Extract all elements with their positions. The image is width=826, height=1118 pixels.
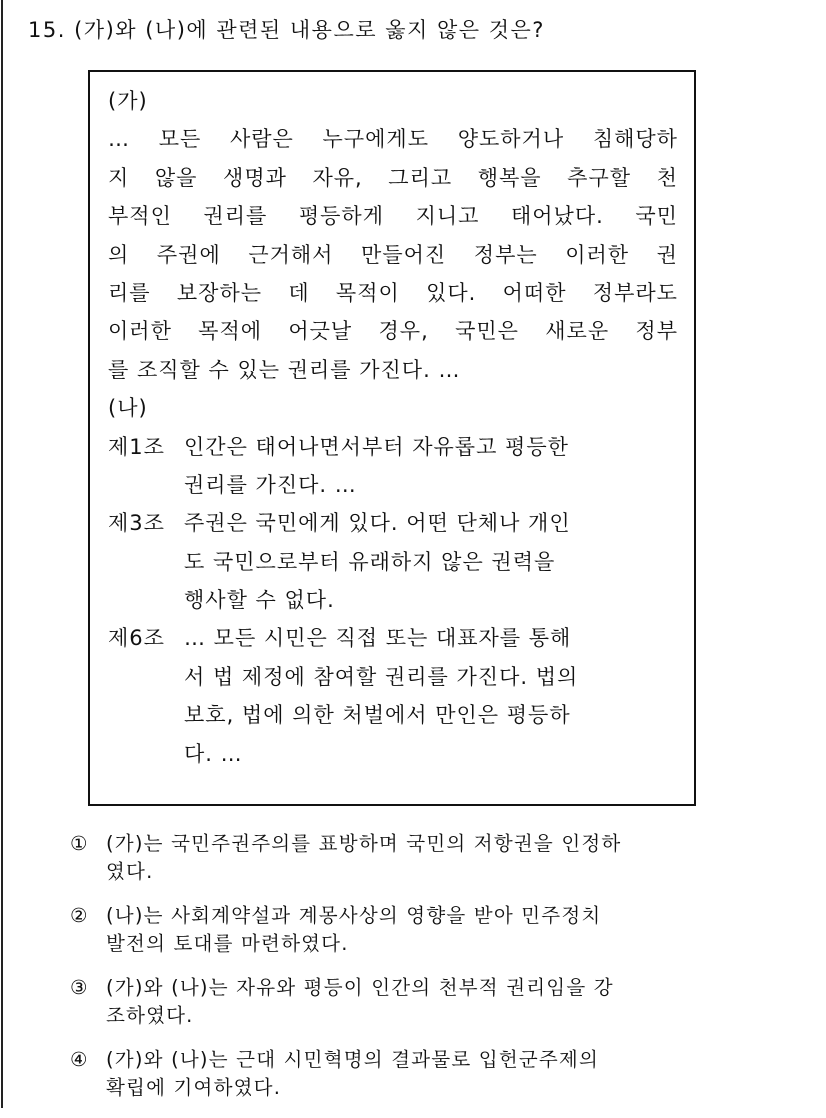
choice-marker: ②: [70, 904, 89, 927]
choice-text: (가)와 (나)는 근대 시민혁명의 결과물로 입헌군주제의: [106, 1048, 600, 1071]
article-number: 제3조: [108, 511, 165, 536]
article-6: [108, 619, 678, 773]
article-number: 제6조: [108, 626, 165, 651]
choice-text-continued: 조하였다.: [106, 1004, 194, 1027]
passage-ga-line: 를 조직할 수 있는 권리를 가진다. …: [108, 357, 461, 382]
passage-ga-line: 지 않을 생명과 자유, 그리고 행복을 추구할 천: [108, 165, 678, 190]
question-text: (가)와 (나)에 관련된 내용으로 옳지 않은 것은?: [74, 18, 545, 42]
choice-text: (가)는 국민주권주의를 표방하며 국민의 저항권을 인정하: [106, 832, 622, 855]
choice-4[interactable]: [70, 1046, 770, 1102]
article-line: 서 법 제정에 참여할 권리를 가진다. 법의: [184, 664, 579, 689]
choice-text-continued: 였다.: [106, 860, 154, 883]
choice-3[interactable]: [70, 974, 770, 1030]
passage-ga-line: 의 주권에 근거해서 만들어진 정부는 이러한 권: [108, 242, 678, 267]
choice-1[interactable]: [70, 830, 770, 886]
left-border: [1, 0, 3, 1108]
passage-ga-line: … 모든 사람은 누구에게도 양도하거나 침해당하: [108, 127, 678, 152]
passage-ga-line: 부적인 권리를 평등하게 지니고 태어났다. 국민: [108, 204, 678, 229]
choice-marker: ③: [70, 976, 89, 999]
article-line: … 모든 시민은 직접 또는 대표자를 통해: [184, 626, 572, 651]
article-line: 행사할 수 없다.: [184, 588, 335, 613]
article-line: 권리를 가진다. …: [184, 472, 357, 497]
choice-text-continued: 발전의 토대를 마련하였다.: [106, 932, 349, 955]
question-title: [28, 14, 545, 44]
article-1: [108, 428, 678, 505]
choice-text: (가)와 (나)는 자유와 평등이 인간의 천부적 권리임을 강: [106, 976, 614, 999]
article-line: 인간은 태어나면서부터 자유롭고 평등한: [184, 434, 569, 459]
passage-ga-line: 이러한 목적에 어긋날 경우, 국민은 새로운 정부: [108, 319, 678, 344]
passage-na-label: (나): [108, 396, 148, 421]
article-line: 도 국민으로부터 유래하지 않은 권력을: [184, 549, 556, 574]
choice-marker: ④: [70, 1048, 89, 1071]
article-3: [108, 504, 678, 619]
article-line: 보호, 법에 의한 처벌에서 만인은 평등하: [184, 703, 571, 728]
choice-marker: ①: [70, 832, 89, 855]
passage-ga-label: (가): [108, 89, 148, 113]
passage-ga-line: 리를 보장하는 데 목적이 있다. 어떠한 정부라도: [108, 280, 678, 305]
article-line: 주권은 국민에게 있다. 어떤 단체나 개인: [184, 511, 571, 536]
passage-content: [108, 82, 678, 773]
choice-2[interactable]: [70, 902, 770, 958]
article-number: 제1조: [108, 434, 165, 459]
question-number: 15.: [28, 18, 66, 42]
article-line: 다. …: [184, 741, 243, 766]
choice-text: (나)는 사회계약설과 계몽사상의 영향을 받아 민주정치: [106, 904, 602, 927]
choice-text-continued: 확립에 기여하였다.: [106, 1076, 282, 1099]
answer-choices: [70, 830, 770, 1118]
